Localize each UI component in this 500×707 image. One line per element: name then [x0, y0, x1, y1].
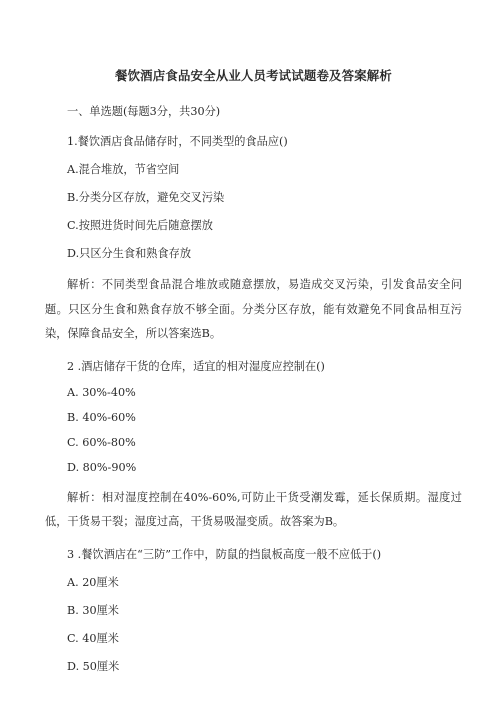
- option-c: C.按照进货时间先后随意摆放: [67, 219, 213, 232]
- option-a: A. 20厘米: [67, 575, 119, 589]
- explanation: 解析：相对湿度控制在40%-60%,可防止干货受潮发霉，延长保质期。湿度过低，干货易干裂；湿度过高，干货易吸湿变质。故答案为B。: [45, 490, 462, 528]
- question-stem: 3 .餐饮酒店在“三防”工作中，防鼠的挡鼠板高度一般不应低于(): [67, 547, 382, 561]
- question-stem: 2 .酒店储存干货的仓库，适宜的相对湿度应控制在(): [67, 359, 325, 373]
- option-b: B. 30厘米: [67, 603, 119, 617]
- section-heading: 一、单选题(每题3分，共30分): [67, 105, 221, 118]
- option-d: D. 50厘米: [67, 659, 120, 673]
- option-d: D. 80%-90%: [67, 460, 137, 474]
- question-stem: 1.餐饮酒店食品储存时，不同类型的食品应(): [67, 135, 288, 148]
- explanation: 解析：不同类型食品混合堆放或随意摆放，易造成交叉污染，引发食品安全问题。只区分生食和熟食存放不够全面。分类分区存放，能有效避免不同食品相互污染，保障食品安全，所以答案选B。: [45, 278, 462, 340]
- question-3: [45, 546, 462, 674]
- page-title: 餐饮酒店食品安全从业人员考试试题卷及答案解析: [115, 68, 392, 83]
- option-c: C. 40厘米: [67, 631, 119, 645]
- option-c: C. 60%-80%: [67, 435, 136, 449]
- option-a: A. 30%-40%: [67, 385, 136, 399]
- option-b: B. 40%-60%: [67, 410, 136, 424]
- option-d: D.只区分生食和熟食存放: [67, 247, 192, 260]
- option-a: A.混合堆放，节省空间: [67, 163, 180, 176]
- option-b: B.分类分区存放，避免交叉污染: [67, 191, 225, 204]
- question-2: [45, 358, 462, 535]
- question-1: [45, 133, 462, 347]
